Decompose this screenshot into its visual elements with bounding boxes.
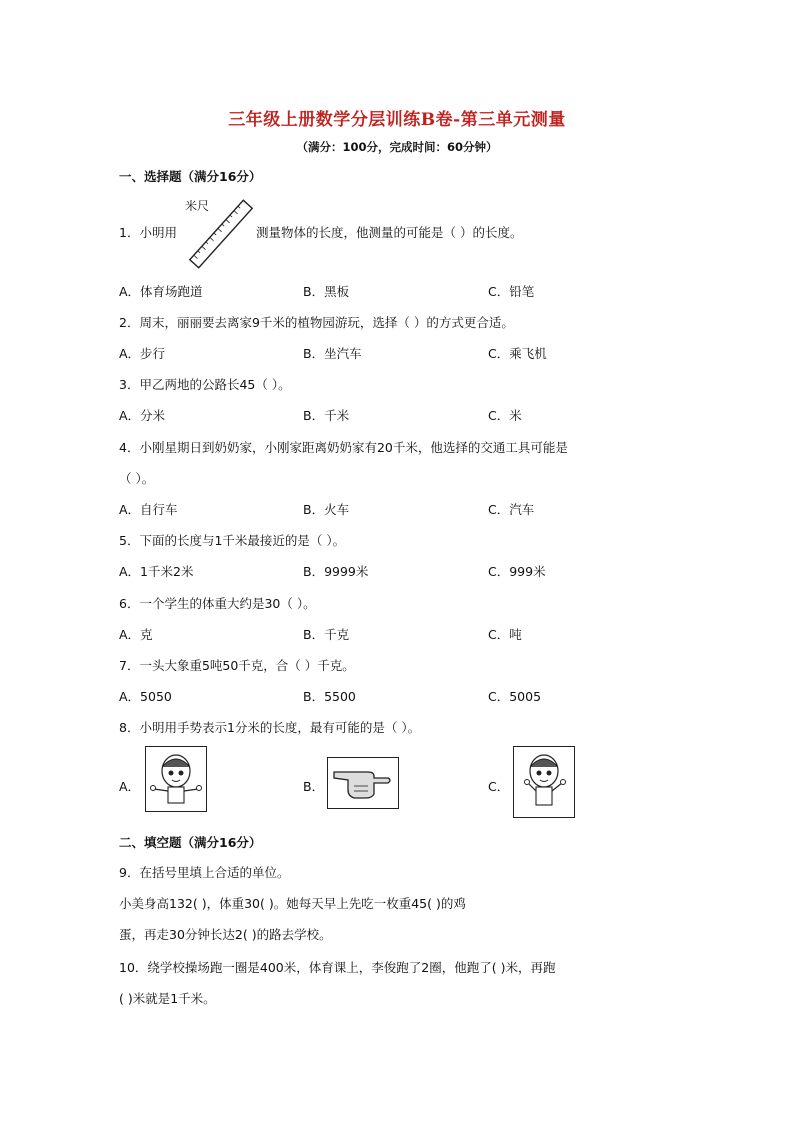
ruler-image xyxy=(181,195,261,273)
question-1-suffix: 测量物体的长度，他测量的可能是（ ）的长度。 xyxy=(256,225,523,240)
question-10-line-2: ( )米就是1千米。 xyxy=(119,991,216,1006)
page-subtitle: （满分：100分，完成时间：60分钟） xyxy=(296,140,498,154)
q7-option-c: C．5005 xyxy=(488,689,542,704)
q6-option-b: B．千克 xyxy=(303,627,350,642)
question-5: 5．下面的长度与1千米最接近的是（ ）。 xyxy=(119,533,346,548)
question-1 xyxy=(119,195,719,275)
question-9-line-2: 蛋，再走30分钟长达2( )的路去学校。 xyxy=(119,927,332,942)
q3-option-c: C．米 xyxy=(488,408,522,423)
q8-option-b: B． xyxy=(303,779,325,794)
ruler-label: 米尺 xyxy=(185,199,210,213)
q7-option-a: A．5050 xyxy=(119,689,172,704)
q5-option-b: B．9999米 xyxy=(303,564,369,579)
q1-option-a: A．体育场跑道 xyxy=(119,284,203,299)
question-2: 2．周末，丽丽要去离家9千米的植物园游玩，选择（ ）的方式更合适。 xyxy=(119,315,514,330)
q4-option-b: B．火车 xyxy=(303,502,350,517)
q6-option-c: C．吨 xyxy=(488,627,522,642)
q6-option-a: A．克 xyxy=(119,627,153,642)
question-9-line-1: 小美身高132( )，体重30( )。她每天早上先吃一枚重45( )的鸡 xyxy=(119,896,466,911)
q5-option-c: C．999米 xyxy=(488,564,546,579)
q2-option-c: C．乘飞机 xyxy=(488,346,547,361)
q3-option-b: B．千米 xyxy=(303,408,350,423)
q1-option-b: B．黑板 xyxy=(303,284,350,299)
question-7: 7．一头大象重5吨50千克，合（ ）千克。 xyxy=(119,658,355,673)
q4-option-a: A．自行车 xyxy=(119,502,178,517)
page-title: 三年级上册数学分层训练B卷-第三单元测量 xyxy=(228,110,566,130)
question-4: 4．小刚星期日到奶奶家，小刚家距离奶奶家有20千米，他选择的交通工具可能是 xyxy=(119,440,568,455)
q8-option-a: A． xyxy=(119,779,141,794)
question-3: 3．甲乙两地的公路长45（ ）。 xyxy=(119,377,291,392)
q5-option-a: A．1千米2米 xyxy=(119,564,194,579)
q2-option-b: B．坐汽车 xyxy=(303,346,362,361)
question-10-line-1: 10．绕学校操场跑一圈是400米，体育课上，李俊跑了2圈，他跑了( )米，再跑 xyxy=(119,960,556,975)
q3-option-a: A．分米 xyxy=(119,408,166,423)
q8-image-c-child-hands xyxy=(513,746,575,818)
q8-image-b-hand-gesture xyxy=(327,757,399,809)
q4-option-c: C．汽车 xyxy=(488,502,535,517)
question-6: 6．一个学生的体重大约是30（ ）。 xyxy=(119,596,316,611)
q1-option-c: C．铅笔 xyxy=(488,284,535,299)
section-heading-fill-blank: 二、填空题（满分16分） xyxy=(119,835,262,850)
question-4-blank: （ ）。 xyxy=(119,471,155,486)
q8-option-c: C． xyxy=(488,779,510,794)
question-1-prefix: 1．小明用 xyxy=(119,225,177,240)
q7-option-b: B．5500 xyxy=(303,689,356,704)
question-9: 9．在括号里填上合适的单位。 xyxy=(119,865,290,880)
q8-image-a-child-hands xyxy=(145,746,207,812)
q2-option-a: A．步行 xyxy=(119,346,166,361)
question-8: 8．小明用手势表示1分米的长度，最有可能的是（ ）。 xyxy=(119,720,421,735)
section-heading-choice: 一、选择题（满分16分） xyxy=(119,169,262,184)
